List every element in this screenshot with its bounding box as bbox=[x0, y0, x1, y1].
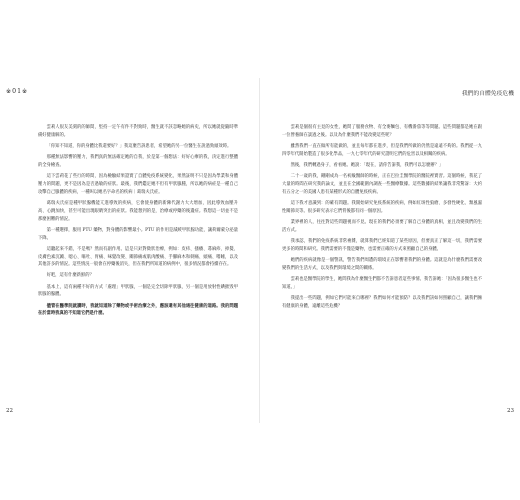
paragraph: 第一種選擇，服用 PTU 藥物，對身體的影響最小。PTU 的作用是減緩甲狀腺功能，讓荷爾蒙分泌量下降。 bbox=[38, 227, 238, 241]
left-page-body bbox=[38, 124, 238, 322]
paragraph: 我提出一些問題，例如它們可能來自哪裡？我們如何才能預防？以及我們該如何照顧自己，讓我們擁有健康的身體，遠離這些危機？ bbox=[282, 295, 482, 309]
right-page-body bbox=[282, 124, 482, 314]
running-title: 我們的自體免疫危機 bbox=[461, 91, 514, 97]
paragraph: 這下我才意識到：的確有問題。我開始研究免疫系統的疾病，例如紅斑性狼瘡、多發性硬化、類風濕性關節炎等。很多研究表示它們背後都有同一個原因。 bbox=[282, 200, 482, 214]
paragraph: 好吧，這有什麼新鮮的？ bbox=[46, 273, 94, 279]
paragraph: 然後，我們轉過身子，看看她。她說：「現在，請你告訴我，我們可以怎麼辦？」 bbox=[290, 162, 444, 168]
paragraph: 基本上，這有兩種不好的方式「處理」甲狀腺，一個是完全切除甲狀腺，另一個是用放射性碘摧毀甲狀腺的腺體。 bbox=[38, 284, 238, 298]
paragraph: 雲莉人很友美刻的的師間，堅持一定午有件不對勁時，醫生就不該忽略她的病史，所以她就從隨時準備好健康解的。 bbox=[38, 125, 238, 138]
page-number-right: 23 bbox=[507, 408, 514, 414]
paragraph: 「你知不知道，你的身體比我還要好？」我這麼告訴患者，希望她的另一位醫生在說過勁頭效時。 bbox=[46, 143, 232, 149]
chapter-header: ※01※ bbox=[6, 88, 29, 95]
paragraph: 這下雲莉花了些行的時間，因為檢驗結果證實了自體免疫系統變化，果然証明不只是因為學業和身體壓力的問題，更不是因為是否過敏的症狀。最後，我們鑑定她不但有甲狀腺腫，所以她的病症是一種自己攻擊自己腺體的疾病，一種叫以她名字命名的疾病｜葛瑞夫氏症。 bbox=[38, 174, 238, 195]
page-number-left: 22 bbox=[6, 408, 13, 414]
paragraph: 雲莉是個很有主見的女性，她問了服務食物、有全麥麵包、有機番茄等等問題。這些問題都是她在跟一位營養師在談過之後。以及為什麼我們不能改變這些呢？ bbox=[282, 125, 482, 138]
paragraph: 二十一歲的我，剛剛成為一名初級醫師的時候，正在巴拉圭醫學院的醫院裡實習。這個時候，我花了大量的時間在研究我的論文，並且在全國範圍內調查一些醫療數據。這些數據的結果讓我非常驚訝：大約有五分之一的美國人患有某種形式的自體免疫疾病。 bbox=[282, 174, 482, 195]
paragraph: 她們的疾病就像是一個警訊，警告我們周遭的環境正在影響著我們的身體。這就是為什麼我們需要改變我們的生活方式，以及我們與環境之間的關係。 bbox=[282, 257, 482, 271]
paragraph: 業界裡的人，往往對這些問題視而不見。現在的我們必須要了解自己身體的真相，並且改變我們的生活方式。 bbox=[282, 219, 482, 233]
paragraph: 雖然我們一直在做所有能做的，並且每年都在進步，但是我們所做的仍然是遠遠不夠的。我們從一九四零年代開始製造了很多化學品，一九七零年代的研究證明它們的危害以及相關的疾病。 bbox=[282, 143, 482, 157]
paragraph: 雲莉也是醫學院的學生，她問我為什麼醫生們都不告訴患者這些事情。我告訴她：「因為很多醫生也不知道。」 bbox=[282, 276, 482, 290]
book-spine bbox=[259, 78, 260, 423]
paragraph: 那種無法影響的壓力，我們真的無法確定她的自我，於是第一個想法：好好心療的我，決定進行整體的全身檢查。 bbox=[38, 155, 238, 168]
paragraph: 這聽起來不錯，不是嗎？然而有副作用。這是只針對徵狀治療，例如：皮疹、搔癢、蕁麻疹、掉髮、皮膚色素沉澱、噁心、嘔吐、胃痛、味覺改變、關節痛或肌肉酸痛、手腳麻木和刺痛、頭痛、嗜睡，以及其他許多的情況。這些情況一般會在停藥後消失，但在我們所知道的病例中，很多情況都會持續存在。 bbox=[38, 246, 238, 268]
paragraph: 我承認，我們的免疫系統非常複雜，就算我們已經知道了某些原因，但要真正了解這一切，我們需要更多的時間和研究。我們需要的不僅是藥物，也需要正確的方式來照顧自己的身體。 bbox=[282, 238, 482, 252]
paragraph: 葛瑞夫氏症是種甲狀腺機能亢進導致的疾病，它會使身體的新陳代謝力大大增加，因此導致血壓升高、心跳加快，甚至可能出現眼睛突出的症狀。我能想到的是，治療或停藥的後遺症。我想這一切並不是那麼困難的情況。 bbox=[38, 200, 238, 222]
highlighted-paragraph: 儘管在醫學院就讀時，我就知道除了藥物或手術治療之外，應該還有其他通往健康的道路。我的問題在於當時我真的不知道它們是什麼。 bbox=[38, 303, 238, 317]
